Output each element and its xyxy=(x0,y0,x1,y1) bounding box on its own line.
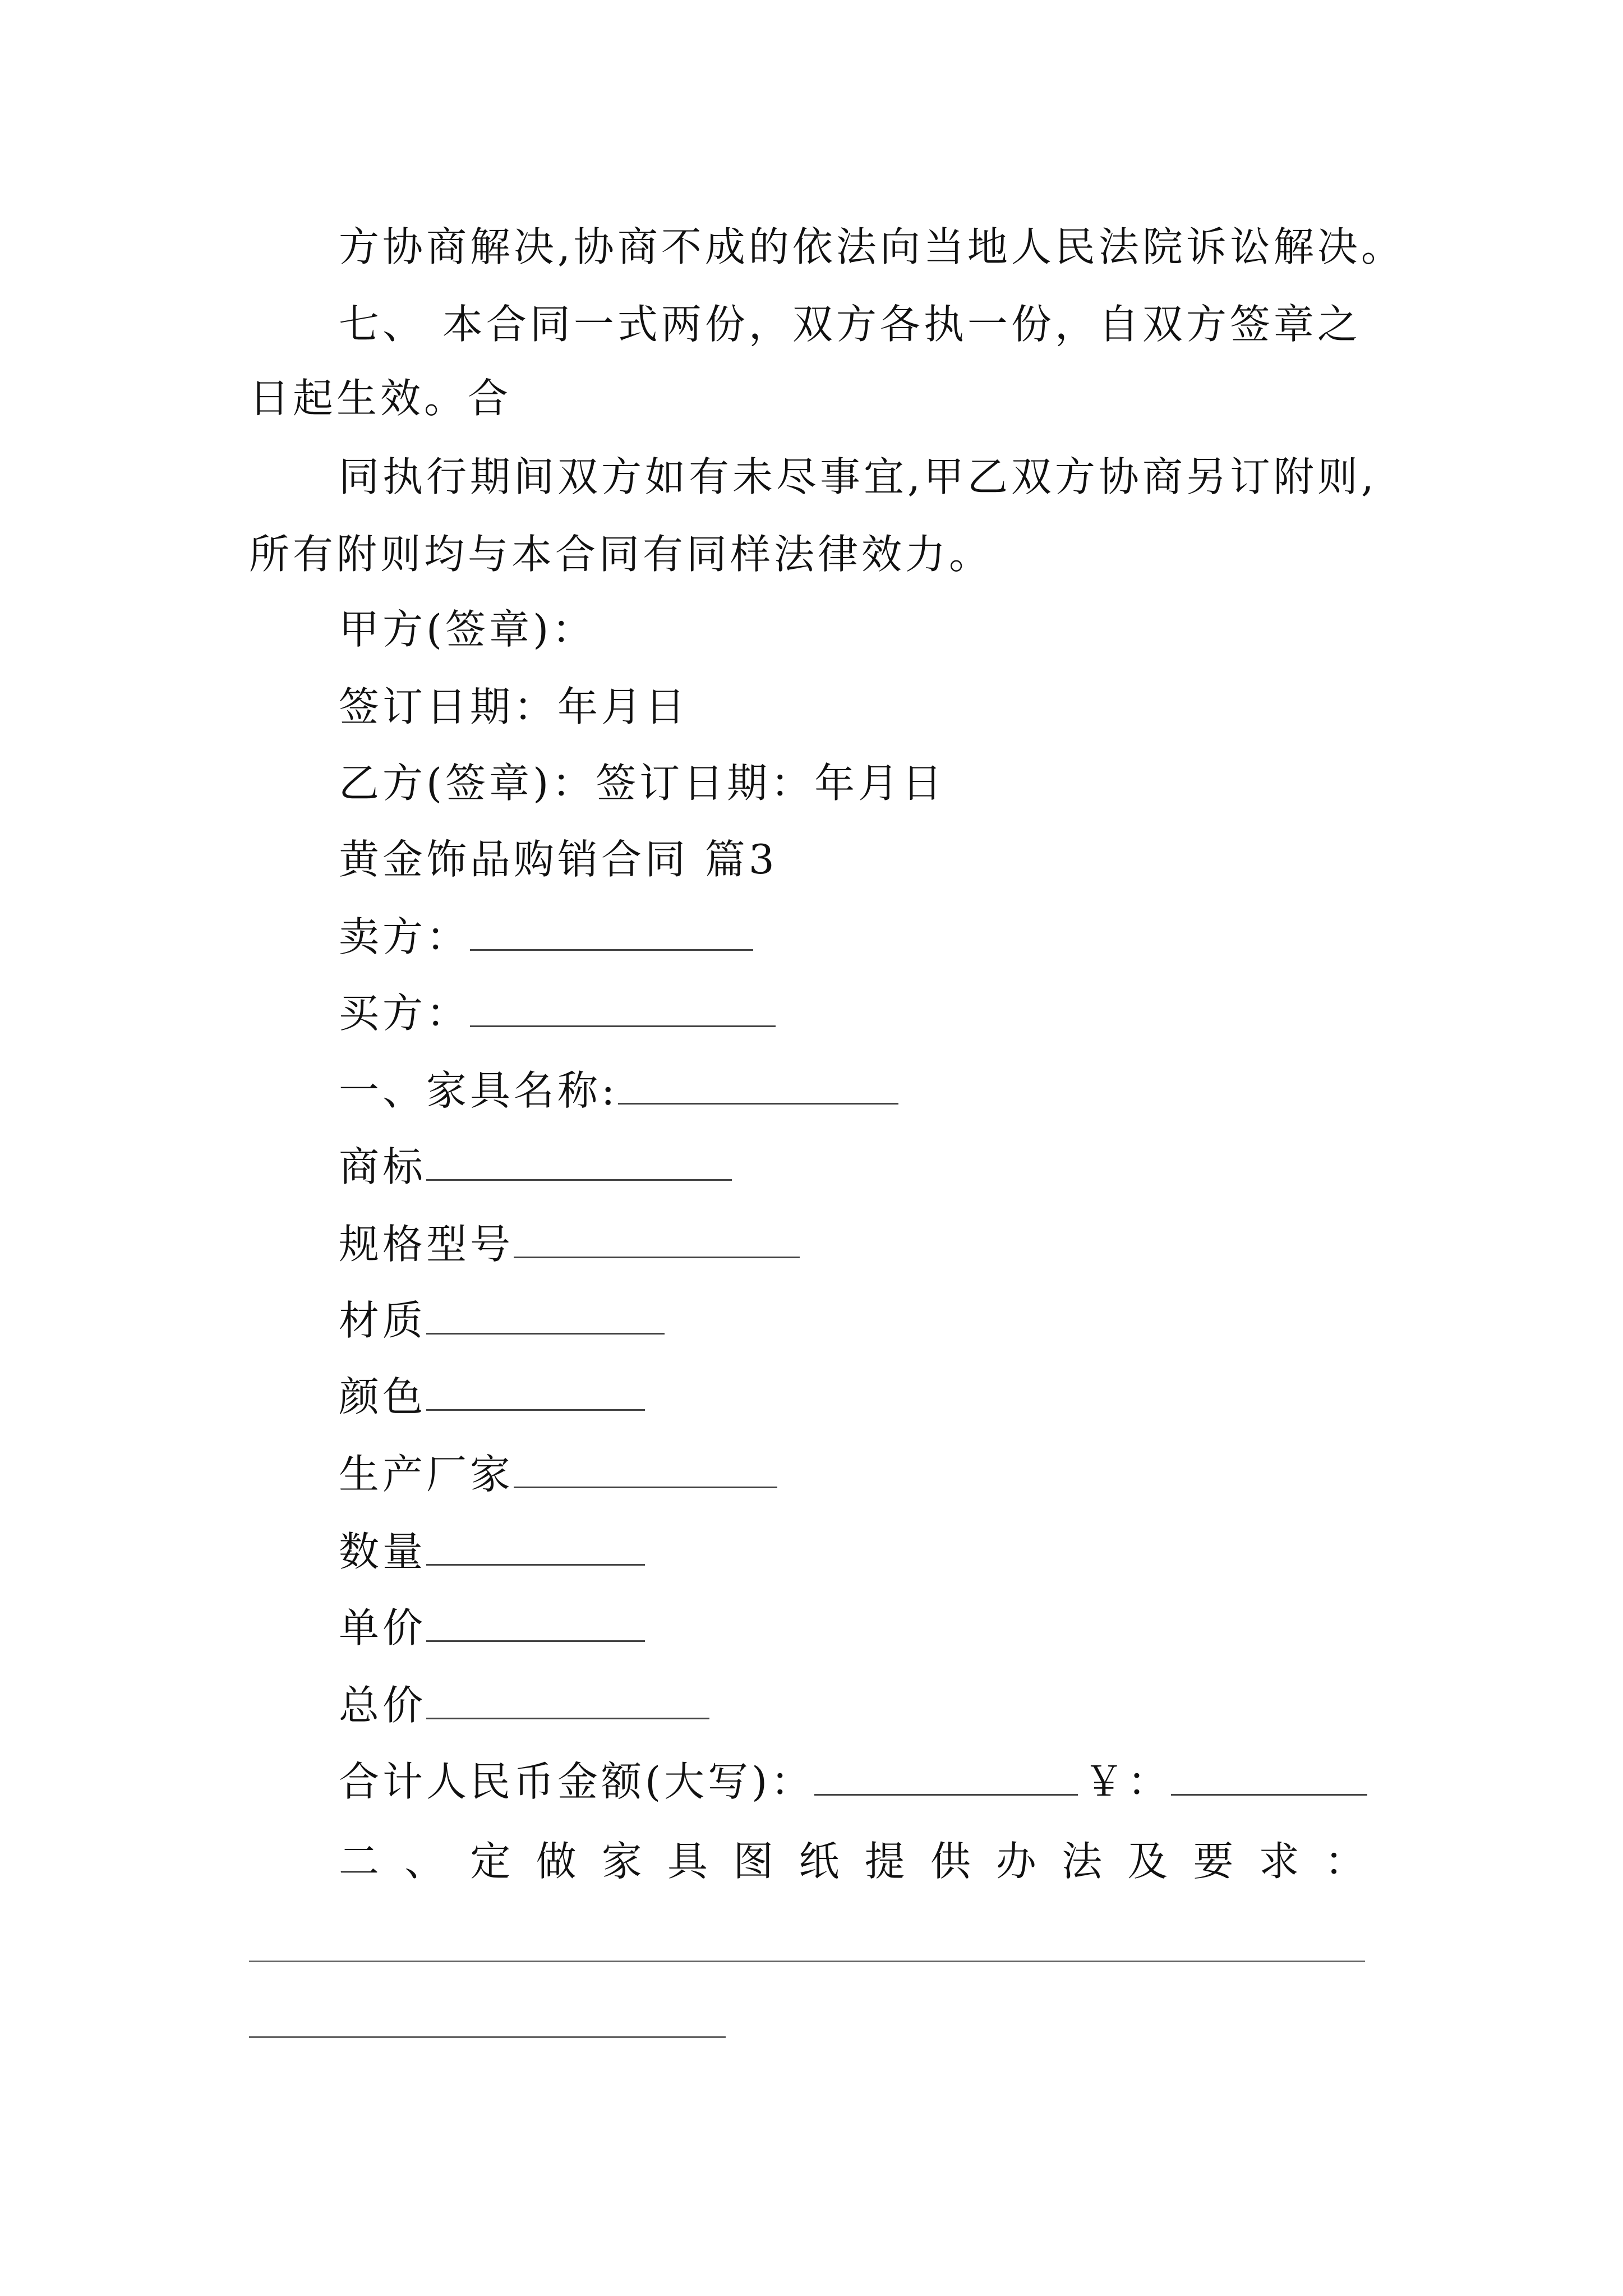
paragraph-dispute: 方协商解决,协商不成的依法向当地人民法院诉讼解决。 xyxy=(339,223,1405,270)
clause-two-char: 二 xyxy=(339,1838,380,1885)
total-price-line xyxy=(339,1677,709,1733)
spec-model-line xyxy=(339,1216,800,1272)
quantity-label: 数量 xyxy=(339,1528,427,1575)
clause-two-char: 求 xyxy=(1258,1838,1299,1885)
total-rmb-blank xyxy=(814,1759,1078,1796)
clause-two-char: 定 xyxy=(470,1838,511,1885)
furniture-name-line xyxy=(339,1062,898,1119)
material-line xyxy=(339,1292,665,1349)
quantity-line xyxy=(339,1524,645,1580)
clause-two-char: 做 xyxy=(536,1838,577,1885)
clause-two-char: 、 xyxy=(404,1838,445,1885)
trademark-blank xyxy=(426,1144,732,1181)
color-line xyxy=(339,1369,645,1425)
clause-two-char: 供 xyxy=(930,1838,971,1885)
total-price-blank xyxy=(426,1683,709,1719)
clause-two-char: 纸 xyxy=(799,1838,840,1885)
clause-two-char: 提 xyxy=(864,1838,905,1885)
manufacturer-label: 生产厂家 xyxy=(339,1451,514,1498)
material-blank xyxy=(426,1298,665,1335)
total-rmb-label: 合计人民币金额(大写)： xyxy=(339,1758,815,1805)
clause-two-char: 家 xyxy=(601,1838,642,1885)
paragraph-clause-seven: 七、 本合同一式两份，双方各执一份，自双方签章之 xyxy=(339,301,1361,348)
paragraph-supplement: 同执行期间双方如有未尽事宜,甲乙双方协商另订附则, xyxy=(339,453,1377,500)
material-label: 材质 xyxy=(339,1297,427,1344)
clause-two-char: 图 xyxy=(733,1838,774,1885)
buyer-label: 买方： xyxy=(339,990,471,1037)
manufacturer-blank xyxy=(514,1452,777,1488)
blank-rule-short xyxy=(249,2036,726,2038)
spec-model-label: 规格型号 xyxy=(339,1221,514,1268)
yen-blank xyxy=(1171,1759,1367,1796)
unit-price-blank xyxy=(426,1605,645,1642)
total-price-label: 总价 xyxy=(339,1682,427,1729)
section-title: 黄金饰品购销合同 篇3 xyxy=(339,836,778,883)
clause-two-char: 要 xyxy=(1193,1838,1234,1885)
spec-model-blank xyxy=(514,1222,800,1258)
unit-price-label: 单价 xyxy=(339,1604,427,1651)
clause-two-heading xyxy=(339,1833,1365,1889)
quantity-blank xyxy=(426,1529,645,1566)
buyer-line xyxy=(339,985,776,1041)
party-a-signature: 甲方(签章)： xyxy=(339,606,596,653)
party-a-sign-date: 签订日期：年月日 xyxy=(339,683,689,730)
blank-rule-long xyxy=(249,1961,1365,1962)
unit-price-line xyxy=(339,1600,645,1656)
clause-two-char: 具 xyxy=(667,1838,708,1885)
trademark-line xyxy=(339,1139,732,1195)
manufacturer-line xyxy=(339,1446,777,1502)
trademark-label: 商标 xyxy=(339,1143,427,1190)
color-label: 颜色 xyxy=(339,1373,427,1420)
seller-line xyxy=(339,909,753,965)
clause-two-char: 办 xyxy=(995,1838,1036,1885)
seller-label: 卖方： xyxy=(339,913,471,960)
furniture-name-blank xyxy=(618,1068,898,1105)
total-rmb-line xyxy=(339,1754,1367,1810)
clause-two-char: 及 xyxy=(1127,1838,1168,1885)
clause-two-char: ： xyxy=(1324,1838,1365,1885)
party-b-signature: 乙方(签章)：签订日期：年月日 xyxy=(339,760,946,807)
color-blank xyxy=(426,1374,645,1411)
yen-label: ￥： xyxy=(1083,1758,1172,1805)
seller-blank xyxy=(470,914,753,951)
paragraph-clause-seven-cont: 日起生效。合 xyxy=(249,375,512,422)
buyer-blank xyxy=(470,991,776,1027)
furniture-name-label: 一、家具名称: xyxy=(339,1067,619,1114)
paragraph-supplement-cont: 所有附则均与本合同有同样法律效力。 xyxy=(249,531,993,578)
clause-two-char: 法 xyxy=(1062,1838,1103,1885)
